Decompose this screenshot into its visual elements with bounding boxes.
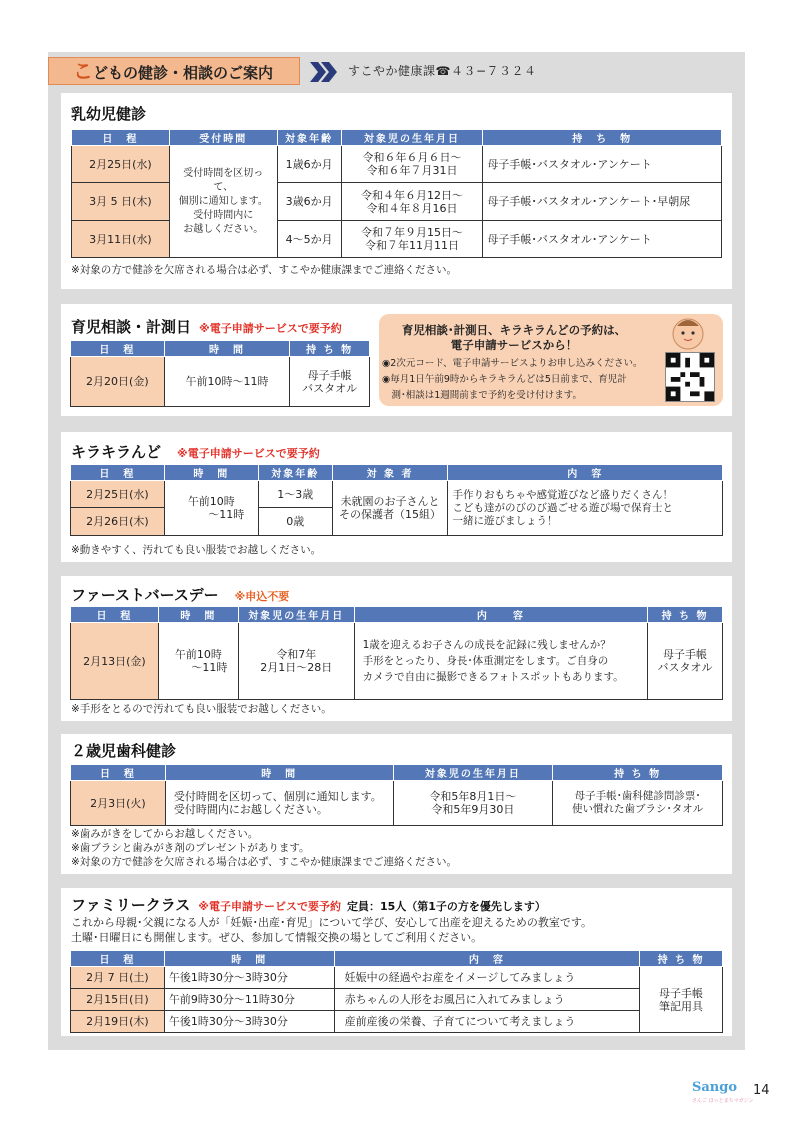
birth-line: 令和４年６月12日～ [360, 188, 463, 202]
cell-items [290, 357, 370, 407]
header-items: 持 ち 物 [648, 607, 723, 623]
item-line: 母子手帳 [307, 368, 352, 382]
cell-date: 3月11日(水) [72, 221, 170, 258]
header-birth: 対象児の生年月日 [238, 607, 354, 623]
chevron-right-icon [310, 62, 338, 82]
target-line: その保護者（15組） [339, 508, 442, 521]
cell-date: 2月13日(金) [71, 623, 159, 700]
section-title-text: ファミリークラス [71, 896, 191, 914]
cell-age: 1～3歳 [258, 481, 332, 508]
cell-content: 妊娠中の経過やお産をイメージしてみましょう [334, 967, 640, 989]
time-line: 午前10時 [187, 495, 235, 508]
cell-time: 午前10時～11時 [164, 357, 290, 407]
header-birth: 対象児の生年月日 [393, 765, 553, 781]
birth-line: 2月1日～28日 [260, 661, 333, 674]
content-line: 一緒に遊びましょう！ [452, 514, 558, 527]
box-title: 育児相談･計測日、キラキラんどの予約は、 [401, 323, 627, 337]
header-content: 内 容 [334, 951, 640, 967]
item-line: 使い慣れた歯ブラシ･タオル [572, 803, 704, 815]
header-age: 対象年齢 [258, 465, 332, 481]
cell-time: 午後1時30分～3時30分 [164, 967, 334, 989]
dental-checkup-table [70, 764, 723, 826]
infant-checkup-table [71, 129, 722, 258]
reception-line: 受付時間内に [193, 209, 254, 221]
cell-date: 2月 7 日(土) [71, 967, 165, 989]
header-content: 内 容 [448, 465, 723, 481]
header-time: 時 間 [158, 607, 238, 623]
section-title [71, 316, 342, 337]
magazine-logo: Sango [692, 1080, 738, 1095]
header-time: 時 間 [164, 465, 258, 481]
birth-line: 令和5年8月1日～ [429, 790, 517, 803]
cell-date: 3月 5 日(木) [72, 183, 170, 221]
cell-date: 2月19日(木) [71, 1011, 165, 1033]
cell-items: 母子手帳･バスタオル･アンケート [483, 221, 722, 258]
panel-infant-checkup [61, 93, 732, 289]
note: ※歯ブラシと歯みがき剤のプレゼントがあります。 [71, 842, 310, 854]
capacity-note: 定員：15人（第1子の方を優先します） [346, 900, 546, 913]
cell-birth [341, 221, 483, 258]
panel-dental-checkup [61, 734, 732, 874]
birth-line: 令和７年９月15日～ [360, 226, 463, 239]
cell-time: 午後1時30分～3時30分 [164, 1011, 334, 1033]
cell-content: 赤ちゃんの人形をお風呂に入れてみましょう [334, 989, 640, 1011]
birth-line: 令和４年８月16日 [366, 201, 458, 215]
birth-line: 令和６年６月６日～ [362, 151, 462, 164]
cell-date: 2月3日(火) [71, 781, 166, 826]
header-date: 日 程 [71, 341, 165, 357]
content-line: 手作りおもちゃや感覚遊びなど盛りだくさん！ [452, 488, 673, 501]
section-title [71, 584, 289, 605]
cell-birth [341, 183, 483, 221]
cell-reception [169, 146, 277, 258]
header-content: 内 容 [354, 607, 647, 623]
box-bullet: ◉毎月1日午前9時からキラキラんどは5日前まで、育児計 [382, 374, 627, 385]
panel-kirakiraland [61, 432, 732, 562]
cell-date: 2月15日(日) [71, 989, 165, 1011]
panel-family-class [61, 888, 732, 1036]
section-title: ２歳児歯科健診 [71, 742, 177, 760]
birth-line: 令和６年７月31日 [366, 164, 458, 177]
box-title: 電子申請サービスから！ [450, 338, 578, 352]
cell-date: 2月25日(水) [72, 146, 170, 183]
header-date: 日 程 [71, 607, 159, 623]
cell-birth [393, 781, 553, 826]
reservation-info-box [379, 314, 723, 406]
content-line: 1歳を迎えるお子さんの成長を記録に残しませんか？ [362, 639, 611, 651]
item-line: バスタオル [657, 661, 713, 674]
header-date: 日 程 [71, 951, 165, 967]
reception-line: 個別に通知します。 [178, 195, 268, 207]
cell-time [165, 781, 393, 826]
cell-content: 産前産後の栄養、子育てについて考えましょう [334, 1011, 640, 1033]
time-line: 午前10時 [174, 648, 222, 661]
header-target: 対 象 者 [332, 465, 448, 481]
header-items: 持 ち 物 [640, 951, 723, 967]
content-line: カメラで自由に撮影できるフォトスポットもあります。 [362, 671, 624, 683]
time-line: ～11時 [208, 508, 245, 521]
page-number: 14 [753, 1083, 770, 1098]
section-title [71, 441, 320, 462]
note: ※対象の方で健診を欠席される場合は必ず、すこやか健康課までご連絡ください。 [71, 264, 457, 276]
header-time: 時 間 [164, 341, 290, 357]
time-line: 受付時間内にお越しください。 [173, 803, 328, 816]
time-line: 受付時間を区切って、個別に通知します。 [173, 790, 382, 803]
family-class-table [70, 950, 723, 1033]
dept-phone: すこやか健康課☎４３−７３２４ [348, 64, 537, 78]
cell-time: 午前9時30分～11時30分 [164, 989, 334, 1011]
cell-content [448, 481, 723, 536]
header-date: 日 程 [72, 130, 170, 146]
cell-target [332, 481, 448, 536]
section-title-text: ファーストバースデー [71, 586, 219, 604]
birth-line: 令和７年11月11日 [364, 239, 459, 252]
content-line: こども達がのびのび過ごせる遊び場で保育士と [452, 501, 673, 514]
no-application-note: ※申込不要 [234, 590, 290, 603]
content-line: 手形をとったり、身長･体重測定をします。ご自身の [362, 655, 609, 667]
item-line: 筆記用具 [659, 999, 704, 1013]
item-line: 母子手帳･歯科健診問診票･ [574, 790, 701, 802]
section-title-text: キラキラんど [71, 443, 162, 461]
header-date: 日 程 [71, 465, 165, 481]
reception-line: 受付時間を区切って、 [183, 167, 264, 193]
cell-date: 2月25日(水) [71, 481, 165, 508]
item-line: バスタオル [302, 381, 358, 395]
page-title [48, 57, 300, 85]
cell-age: 3歳6か月 [277, 183, 341, 221]
section-title [71, 894, 546, 915]
description: これから母親･父親になる人が「妊娠･出産･育児」について学び、安心して出産を迎えるための教室です。 [71, 916, 592, 929]
header-time: 時 間 [165, 765, 393, 781]
header-items: 持 ち 物 [290, 341, 370, 357]
birth-line: 令和7年 [276, 648, 317, 661]
box-bullet: 測･相談は1週間前まで予約を受け付けます。 [382, 390, 583, 401]
reservation-note: ※電子申請サービスで要予約 [177, 447, 320, 460]
kirakiraland-table [70, 464, 723, 536]
cell-items: 母子手帳･バスタオル･アンケート･早朝尿 [483, 183, 722, 221]
consult-table [70, 340, 370, 407]
header-age: 対象年齢 [277, 130, 341, 146]
reservation-note: ※電子申請サービスで要予約 [199, 322, 342, 335]
cell-age: 0歳 [258, 508, 332, 536]
magazine-logo-sub: さんご ほっとまちマガジン [692, 1098, 754, 1104]
cell-birth [238, 623, 354, 700]
item-line: 母子手帳 [663, 648, 708, 661]
header-reception: 受付時間 [169, 130, 277, 146]
birth-line: 令和5年9月30日 [431, 803, 515, 816]
description: 土曜･日曜日にも開催します。ぜひ、参加して情報交換の場としてご利用ください。 [71, 931, 483, 944]
section-title-text: 育児相談・計測日 [71, 318, 192, 336]
cell-age: 1歳6か月 [277, 146, 341, 183]
header-time: 時 間 [164, 951, 334, 967]
box-bullet: ◉2次元コード、電子申請サービスよりお申し込みください。 [382, 358, 643, 369]
section-title: 乳幼児健診 [71, 105, 147, 123]
cell-items [553, 781, 723, 826]
reception-line: お越しください。 [183, 223, 264, 235]
qr-code-icon [665, 352, 715, 402]
cell-time [158, 623, 238, 700]
header-birth: 対象児の生年月日 [341, 130, 483, 146]
cell-items [640, 967, 723, 1033]
cell-items [648, 623, 723, 700]
header-items: 持 ち 物 [553, 765, 723, 781]
item-line: 母子手帳 [659, 986, 704, 1000]
title-initial: こ [73, 59, 93, 83]
header-items: 持 ち 物 [483, 130, 722, 146]
reservation-note: ※電子申請サービスで要予約 [198, 900, 341, 913]
cell-items: 母子手帳･バスタオル･アンケート [483, 146, 722, 183]
note: ※動きやすく、汚れても良い服装でお越しください。 [71, 544, 322, 556]
note: ※手形をとるので汚れても良い服装でお越しください。 [71, 703, 332, 715]
cell-time [164, 481, 258, 536]
first-birthday-table [70, 606, 723, 700]
panel-childcare-consult [61, 304, 732, 416]
baby-icon [669, 316, 707, 350]
page-frame [48, 52, 745, 1050]
time-line: ～11時 [191, 661, 228, 674]
note: ※対象の方で健診を欠席される場合は必ず、すこやか健康課までご連絡ください。 [71, 856, 457, 868]
cell-birth [341, 146, 483, 183]
note: ※歯みがきをしてからお越しください。 [71, 828, 259, 840]
target-line: 未就園のお子さんと [340, 495, 440, 508]
cell-content [354, 623, 647, 700]
header-date: 日 程 [71, 765, 166, 781]
cell-date: 2月20日(金) [71, 357, 165, 407]
cell-age: 4～5か月 [277, 221, 341, 258]
panel-first-birthday [61, 576, 732, 721]
cell-date: 2月26日(木) [71, 508, 165, 536]
title-text: どもの健診・相談のご案内 [93, 64, 274, 82]
